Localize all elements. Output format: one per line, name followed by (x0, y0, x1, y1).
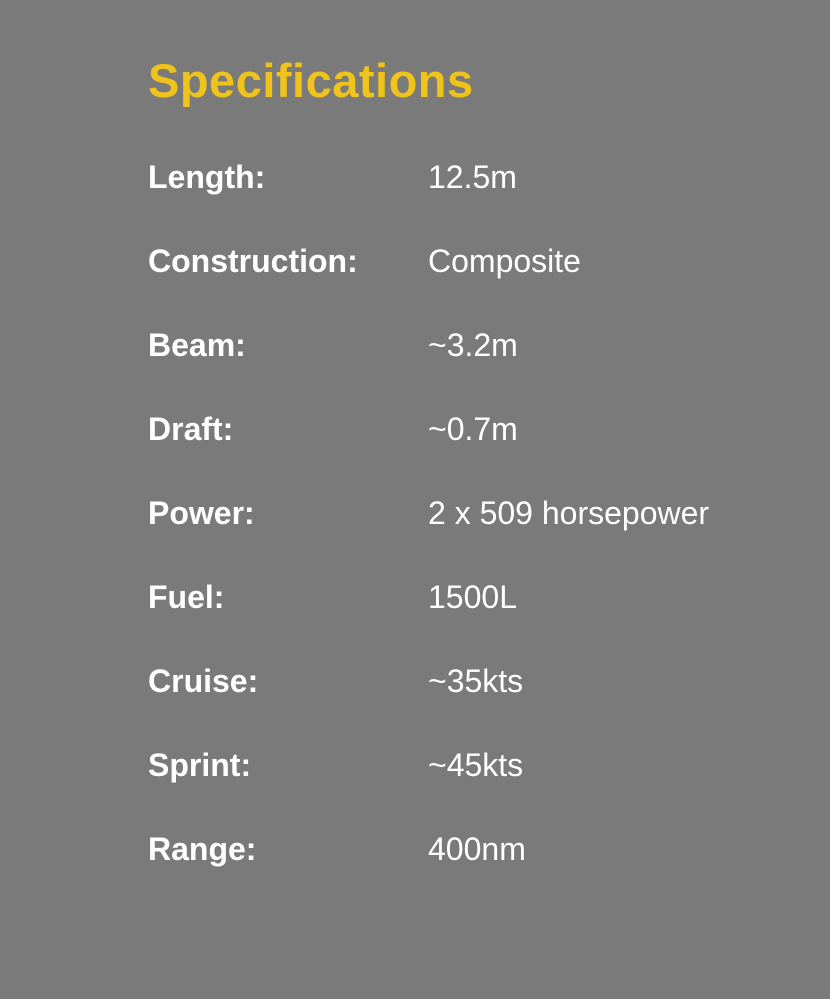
spec-row (148, 831, 790, 867)
specifications-section (148, 55, 790, 867)
spec-row (148, 327, 790, 363)
spec-value: ~3.2m (428, 327, 518, 363)
spec-value: ~35kts (428, 663, 524, 699)
spec-row (148, 495, 790, 531)
spec-value: 2 x 509 horsepower (428, 495, 710, 531)
spec-row (148, 747, 790, 783)
specifications-title: Specifications (148, 54, 474, 107)
spec-label: Fuel: (148, 579, 225, 615)
spec-label: Draft: (148, 411, 234, 447)
spec-row (148, 243, 790, 279)
spec-value: Composite (428, 243, 581, 279)
spec-label: Construction: (148, 243, 358, 279)
spec-value: ~0.7m (428, 411, 518, 447)
spec-value: ~45kts (428, 747, 524, 783)
spec-label: Range: (148, 831, 257, 867)
spec-row (148, 159, 790, 195)
spec-label: Cruise: (148, 663, 259, 699)
specifications-list (148, 159, 790, 867)
spec-row (148, 663, 790, 699)
spec-label: Power: (148, 495, 255, 531)
spec-row (148, 411, 790, 447)
spec-value: 1500L (428, 579, 517, 615)
spec-value: 400nm (428, 831, 526, 867)
spec-row (148, 579, 790, 615)
spec-label: Beam: (148, 327, 246, 363)
spec-value: 12.5m (428, 159, 517, 195)
spec-label: Length: (148, 159, 266, 195)
spec-label: Sprint: (148, 747, 252, 783)
